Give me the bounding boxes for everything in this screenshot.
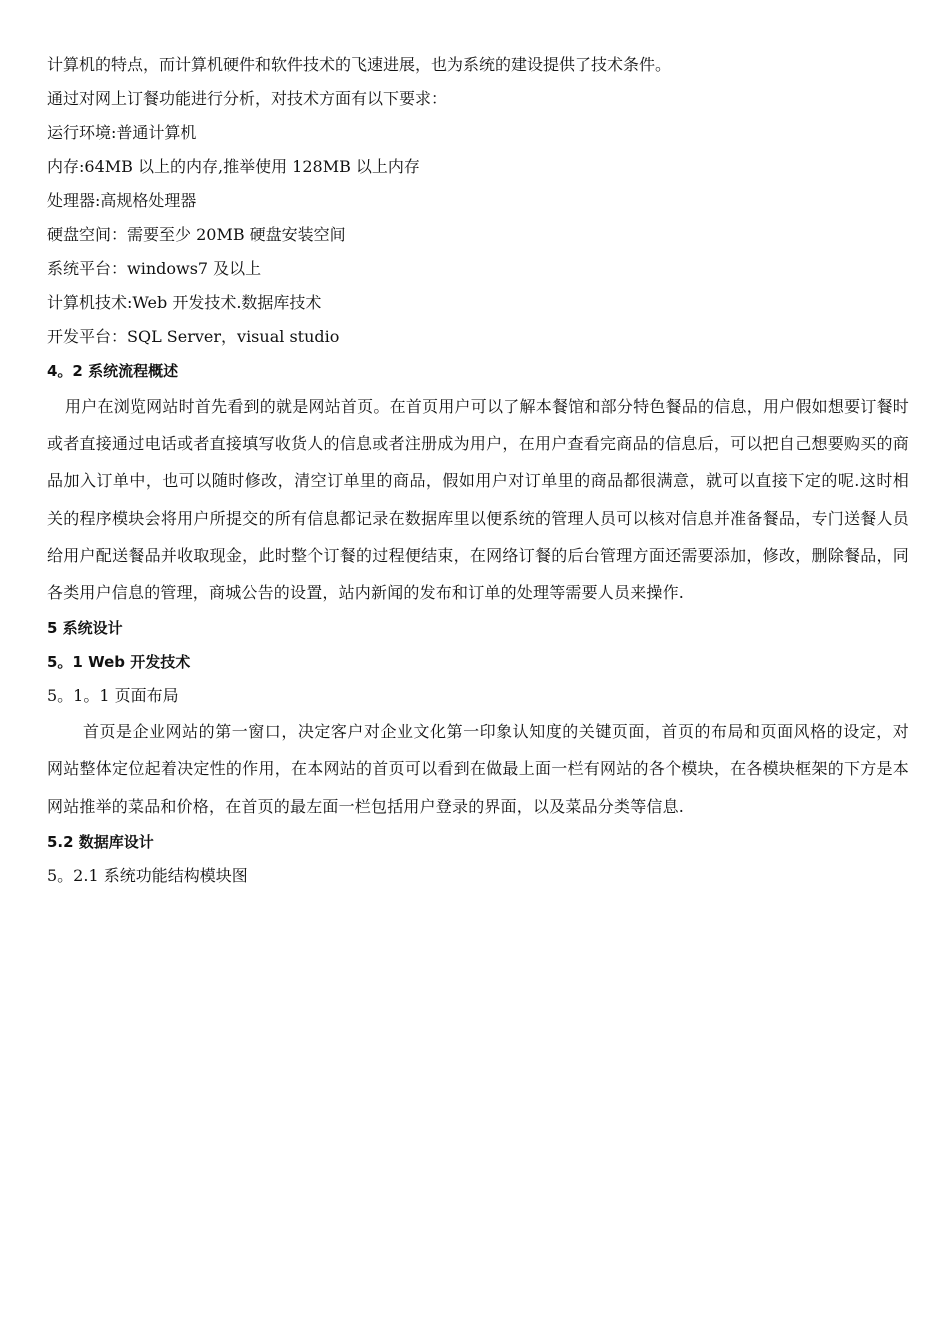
intro-line: 计算机的特点，而计算机硬件和软件技术的飞速进展，也为系统的建设提供了技术条件。 bbox=[47, 55, 672, 74]
requirement-item-disk: 硬盘空间：需要至少 20MB 硬盘安装空间 bbox=[47, 225, 346, 244]
requirement-item-processor: 处理器:高规格处理器 bbox=[47, 191, 197, 210]
document-page bbox=[47, 48, 909, 893]
section-4-2-heading: 4。2 系统流程概述 bbox=[47, 362, 179, 380]
requirements-intro: 通过对网上订餐功能进行分析，对技术方面有以下要求： bbox=[47, 89, 448, 108]
requirement-item-environment: 运行环境:普通计算机 bbox=[47, 123, 197, 142]
section-4-2-paragraph: 用户在浏览网站时首先看到的就是网站首页。在首页用户可以了解本餐馆和部分特色餐品的信息，用户假如想要订餐时或者直接通过电话或者直接填写收货人的信息或者注册成为用户，在用户查看完商品的信息后，可以把自己想要购买的商品加入订单中，也可以随时修改，清空订单里的商品，假如用户对订单里的商品都很满意，就可以直接下定的呢.这时相关的程序模块会将用户所提交的所有信息都记录在数据库里以便系统的管理人员可以核对信息并准备餐品，专门送餐人员给用户配送餐品并收取现金，此时整个订餐的过程便结束，在网络订餐的后台管理方面还需要添加，修改，删除餐品，同各类用户信息的管理，商城公告的设置，站内新闻的发布和订单的处理等需要人员来操作. bbox=[47, 397, 909, 603]
section-5-1-1-heading: 5。1。1 页面布局 bbox=[47, 686, 179, 706]
section-5-2-1-heading: 5。2.1 系统功能结构模块图 bbox=[47, 865, 248, 885]
section-5-heading: 5 系统设计 bbox=[47, 619, 123, 638]
section-5-1-1-paragraph: 首页是企业网站的第一窗口，决定客户对企业文化第一印象认知度的关键页面，首页的布局和页面风格的设定，对网站整体定位起着决定性的作用，在本网站的首页可以看到在做最上面一栏有网站的各个模块，在各模块框架的下方是本网站推举的菜品和价格，在首页的最左面一栏包括用户登录的界面，以及菜品分类等信息. bbox=[47, 722, 909, 816]
requirement-item-memory: 内存:64MB 以上的内存,推举使用 128MB 以上内存 bbox=[47, 157, 420, 176]
section-5-2-heading: 5.2 数据库设计 bbox=[47, 832, 154, 851]
requirement-item-technology: 计算机技术:Web 开发技术.数据库技术 bbox=[47, 293, 322, 312]
section-5-1-heading: 5。1 Web 开发技术 bbox=[47, 653, 191, 672]
requirement-item-platform: 系统平台：windows7 及以上 bbox=[47, 259, 262, 278]
requirement-item-dev-platform: 开发平台：SQL Server，visual studio bbox=[47, 327, 340, 346]
